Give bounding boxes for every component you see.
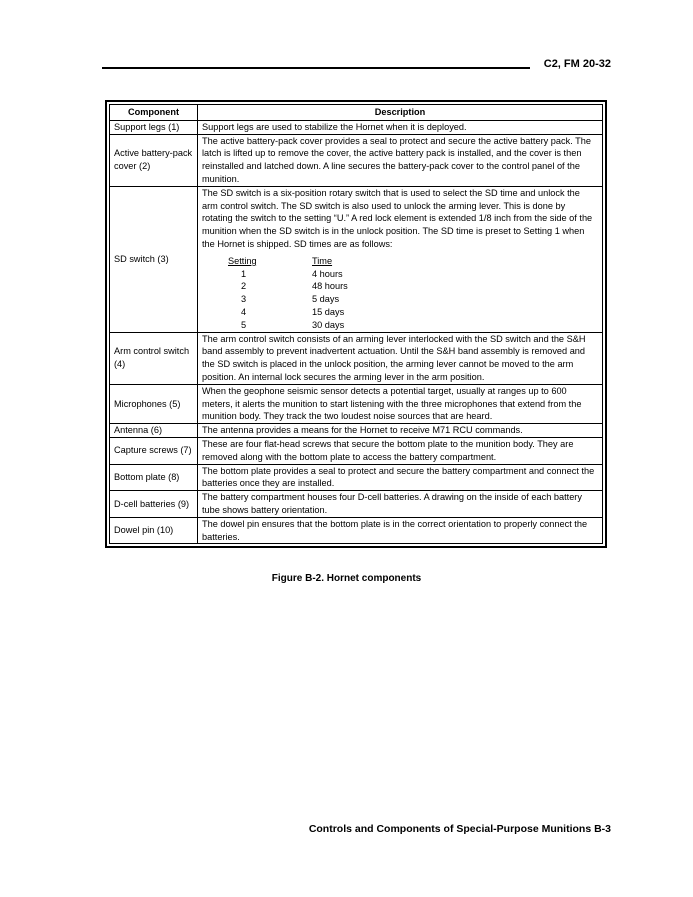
sd-setting-value: 2: [241, 281, 247, 292]
component-cell: Arm control switch (4): [110, 332, 198, 384]
component-cell: Microphones (5): [110, 384, 198, 423]
header-rule: [102, 67, 530, 69]
table-row: [110, 437, 603, 464]
sd-times-row: [228, 280, 598, 293]
description-cell: The bottom plate provides a seal to protect and secure the battery compartment and connect the batteries once they are installed.: [198, 464, 603, 491]
component-cell: Active battery-pack cover (2): [110, 134, 198, 186]
description-cell: Support legs are used to stabilize the Hornet when it is deployed.: [198, 120, 603, 134]
table-row: [110, 332, 603, 384]
table-row: [110, 517, 603, 544]
table-row: [110, 186, 603, 332]
sd-setting-value: 5: [241, 319, 247, 330]
sd-time-value: 48 hours: [312, 281, 348, 292]
table-row: [110, 424, 603, 438]
sd-times-row: [228, 268, 598, 281]
sd-setting-value: 4: [241, 306, 247, 317]
description-cell: When the geophone seismic sensor detects a potential target, usually at ranges up to 600 meters, it alerts the munition to start listening with the three microphones that extend from the munition body. They track the two loudest noise sources that are heard.: [198, 384, 603, 423]
sd-switch-description: The SD switch is a six-position rotary switch that is used to select the SD time and unlock the arm control switch. The SD switch is also used to unlock the arming lever. This is done by rotating the switch to the setting “U.” A red lock element is extended 1/8 inch from the side of the munition when the SD switch is in the unlock position. The SD time is preset to Setting 1 when the Hornet is shipped. SD times are as follows:: [202, 187, 593, 249]
description-cell: The dowel pin ensures that the bottom plate is in the correct orientation to properly connect the batteries.: [198, 517, 603, 544]
component-cell: SD switch (3): [110, 186, 198, 332]
sd-time-value: 30 days: [312, 319, 345, 330]
sd-times-row: [228, 306, 598, 319]
figure-caption: Figure B-2. Hornet components: [271, 573, 422, 584]
table-row: [110, 134, 603, 186]
description-cell: The antenna provides a means for the Hornet to receive M71 RCU commands.: [198, 424, 603, 438]
sd-setting-header: Setting: [228, 255, 257, 266]
component-cell: Antenna (6): [110, 424, 198, 438]
component-cell: Support legs (1): [110, 120, 198, 134]
table-row: [110, 384, 603, 423]
component-cell: Bottom plate (8): [110, 464, 198, 491]
table-row: [110, 464, 603, 491]
sd-setting-value: 1: [241, 268, 247, 279]
sd-times-row: [228, 319, 598, 332]
page-footer: Controls and Components of Special-Purpose Munitions B-3: [308, 823, 611, 835]
components-table: [109, 104, 603, 544]
sd-times-table: [228, 255, 598, 332]
sd-times-row: [228, 293, 598, 306]
sd-setting-value: 3: [241, 294, 247, 305]
component-cell: D-cell batteries (9): [110, 491, 198, 518]
table-header-row: [110, 105, 603, 121]
sd-time-value: 5 days: [312, 294, 340, 305]
components-table-frame: [105, 100, 607, 548]
table-row: [110, 120, 603, 134]
description-cell: The active battery-pack cover provides a seal to protect and secure the active battery pack. The latch is lifted up to remove the cover, the active battery pack is installed, and the cover is then reinstalled and latched down. A line secures the battery-pack cover to the control panel of the munition.: [198, 134, 603, 186]
sd-time-header: Time: [312, 255, 333, 266]
sd-time-value: 4 hours: [312, 268, 343, 279]
table-row: [110, 491, 603, 518]
sd-time-value: 15 days: [312, 306, 345, 317]
column-header-description: Description: [198, 105, 603, 121]
description-cell: [198, 186, 603, 332]
component-cell: Dowel pin (10): [110, 517, 198, 544]
sd-times-header: [228, 255, 598, 268]
description-cell: These are four flat-head screws that secure the bottom plate to the munition body. They are removed along with the bottom plate to access the battery compartment.: [198, 437, 603, 464]
description-cell: The arm control switch consists of an arming lever interlocked with the SD switch and the S&H band assembly to prevent inadvertent actuation. Until the S&H band assembly is removed and the SD switch is placed in the unlock position, the arming lever cannot be moved to the arm position. An internal lock secures the arming lever in the arm position.: [198, 332, 603, 384]
column-header-component: Component: [110, 105, 198, 121]
component-cell: Capture screws (7): [110, 437, 198, 464]
page-header-title: C2, FM 20-32: [543, 58, 611, 70]
description-cell: The battery compartment houses four D-cell batteries. A drawing on the inside of each battery tube shows battery orientation.: [198, 491, 603, 518]
